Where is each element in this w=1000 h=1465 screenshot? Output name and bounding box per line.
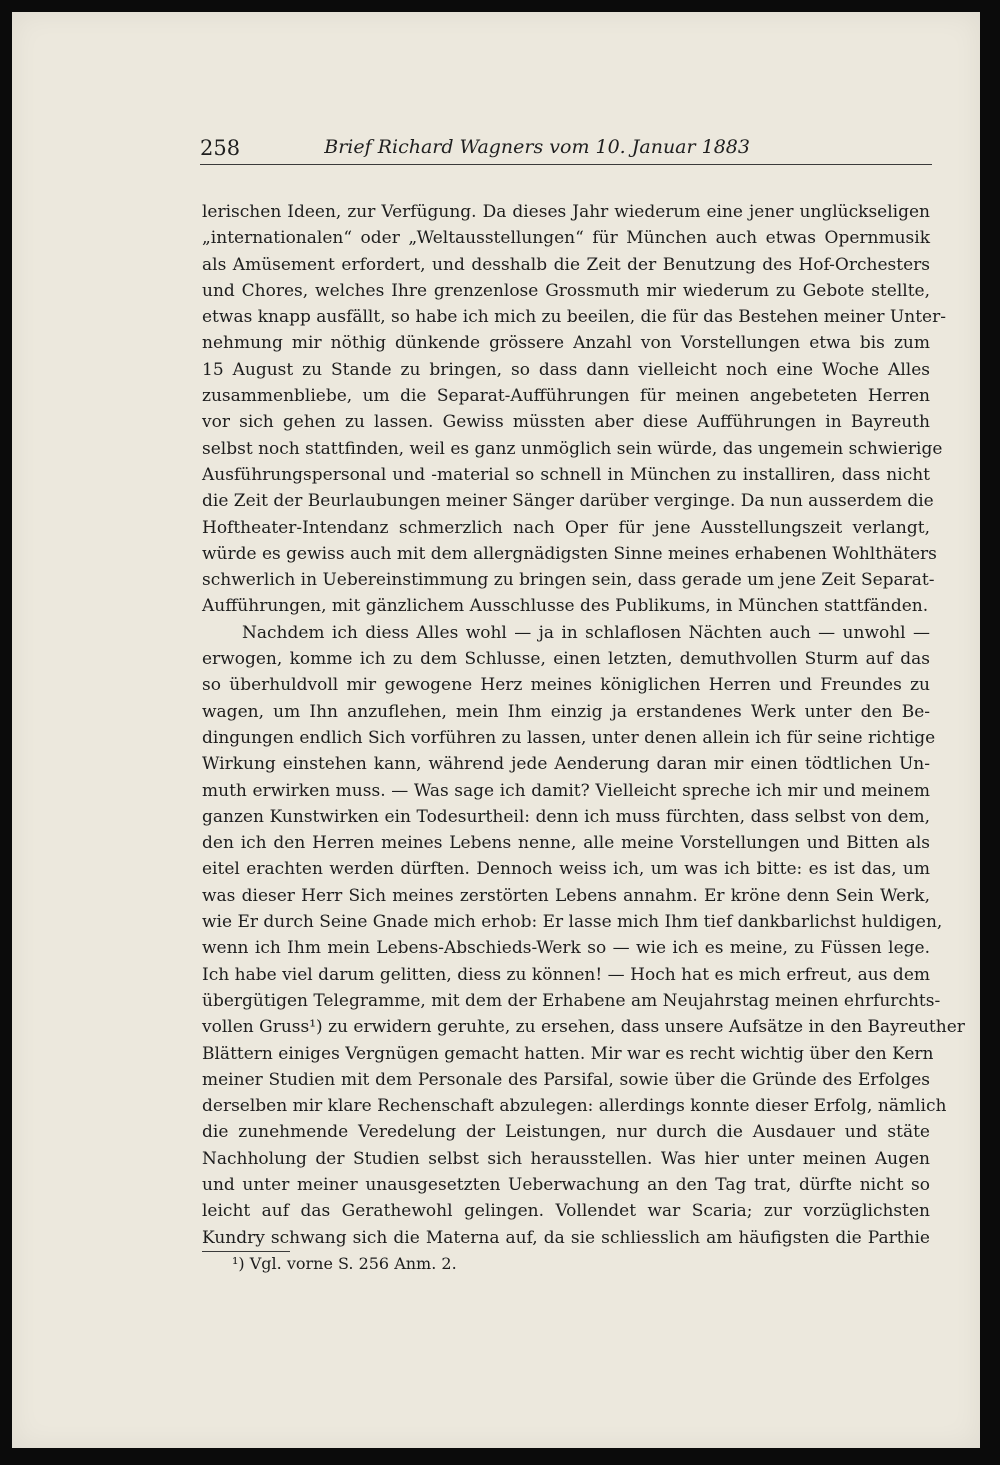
text-line: Blättern einiges Vergnügen gemacht hatten. Mir war es recht wichtig über den Kern (202, 1043, 934, 1064)
text-line: was dieser Herr Sich meines zerstörten Lebens annahm. Er kröne denn Sein Werk, (202, 885, 930, 906)
text-line: Ausführungspersonal und -material so schnell in München zu installiren, dass nicht (202, 464, 930, 485)
body-text (202, 199, 965, 1251)
text-line: den ich den Herren meines Lebens nenne, alle meine Vorstellungen und Bitten als (202, 833, 930, 854)
text-line: leicht auf das Gerathewohl gelingen. Vollendet war Scaria; zur vorzüglichsten (202, 1201, 930, 1222)
running-title: Brief Richard Wagners vom 10. Januar 1883 (324, 136, 750, 158)
text-line: derselben mir klare Rechenschaft abzulegen: allerdings konnte dieser Erfolg, nämlich (202, 1096, 947, 1117)
text-line: Aufführungen, mit gänzlichem Ausschlusse des Publikums, in München stattfänden. (202, 596, 929, 617)
text-line: vollen Gruss¹) zu erwidern geruhte, zu ersehen, dass unsere Aufsätze in den Bayreuther (202, 1017, 965, 1038)
text-line: die zunehmende Veredelung der Leistungen, nur durch die Ausdauer und stäte (202, 1122, 930, 1143)
text-line: Wirkung einstehen kann, während jede Aenderung daran mir einen tödtlichen Un- (202, 754, 930, 775)
text-line: so überhuldvoll mir gewogene Herz meines königlichen Herren und Freundes zu (202, 675, 930, 696)
text-line: nehmung mir nöthig dünkende grössere Anzahl von Vorstellungen etwa bis zum (202, 333, 930, 354)
text-line: würde es gewiss auch mit dem allergnädigsten Sinne meines erhabenen Wohlthäters (202, 543, 937, 564)
text-line: dingungen endlich Sich vorführen zu lassen, unter denen allein ich für seine richtige (202, 727, 936, 748)
text-line: und Chores, welches Ihre grenzenlose Grossmuth mir wiederum zu Gebote stellte, (202, 280, 930, 301)
text-line: meiner Studien mit dem Personale des Parsifal, sowie über die Gründe des Erfolges (202, 1069, 930, 1090)
text-line: Ich habe viel darum gelitten, diess zu können! — Hoch hat es mich erfreut, aus dem (202, 964, 930, 985)
text-line: Kundry schwang sich die Materna auf, da sie schliesslich am häufigsten die Parthie (202, 1227, 930, 1248)
text-line: Hoftheater-Intendanz schmerzlich nach Oper für jene Ausstellungszeit verlangt, (202, 517, 930, 538)
text-line: vor sich gehen zu lassen. Gewiss müssten aber diese Aufführungen in Bayreuth (202, 412, 930, 433)
text-line: und unter meiner unausgesetzten Ueberwachung an den Tag trat, dürfte nicht so (202, 1174, 930, 1195)
footnote: ¹) Vgl. vorne S. 256 Anm. 2. (232, 1254, 457, 1273)
text-line: zusammenbliebe, um die Separat-Aufführungen für meinen angebeteten Herren (202, 386, 930, 407)
text-line: ganzen Kunstwirken ein Todesurtheil: denn ich muss fürchten, dass selbst von dem, (202, 806, 930, 827)
text-line: wagen, um Ihn anzuflehen, mein Ihm einzig ja erstandenes Werk unter den Be- (202, 701, 930, 722)
text-line: 15 August zu Stande zu bringen, so dass dann vielleicht noch eine Woche Alles (202, 359, 930, 380)
text-line: eitel erachten werden dürften. Dennoch weiss ich, um was ich bitte: es ist das, um (202, 859, 930, 880)
text-line: die Zeit der Beurlaubungen meiner Sänger darüber verginge. Da nun ausserdem die (202, 491, 934, 512)
text-line: Nachdem ich diess Alles wohl — ja in schlaflosen Nächten auch — unwohl — (242, 622, 930, 643)
text-line: Nachholung der Studien selbst sich herausstellen. Was hier unter meinen Augen (202, 1148, 930, 1169)
text-line: selbst noch stattfinden, weil es ganz unmöglich sein würde, das ungemein schwierige (202, 438, 943, 459)
text-line: muth erwirken muss. — Was sage ich damit? Vielleicht spreche ich mir und meinem (202, 780, 930, 801)
text-line: erwogen, komme ich zu dem Schlusse, einen letzten, demuthvollen Sturm auf das (202, 649, 930, 670)
page-number: 258 (200, 136, 241, 160)
text-line: als Amüsement erfordert, und desshalb die Zeit der Benutzung des Hof-Orchesters (202, 254, 930, 275)
text-line: übergütigen Telegramme, mit dem der Erhabene am Neujahrstag meinen ehrfurchts- (202, 990, 941, 1011)
text-line: schwerlich in Uebereinstimmung zu bringen sein, dass gerade um jene Zeit Separat- (202, 570, 935, 591)
text-line: wenn ich Ihm mein Lebens-Abschieds-Werk so — wie ich es meine, zu Füssen lege. (202, 938, 930, 959)
text-line: etwas knapp ausfällt, so habe ich mich zu beeilen, die für das Bestehen meiner Unter- (202, 307, 946, 328)
text-line: „internationalen“ oder „Weltausstellungen“ für München auch etwas Opernmusik (202, 228, 930, 249)
text-line: lerischen Ideen, zur Verfügung. Da dieses Jahr wiederum eine jener unglückseligen (202, 202, 930, 222)
running-head (200, 136, 932, 165)
text-line: wie Er durch Seine Gnade mich erhob: Er lasse mich Ihm tief dankbarlichst huldigen, (202, 912, 943, 933)
